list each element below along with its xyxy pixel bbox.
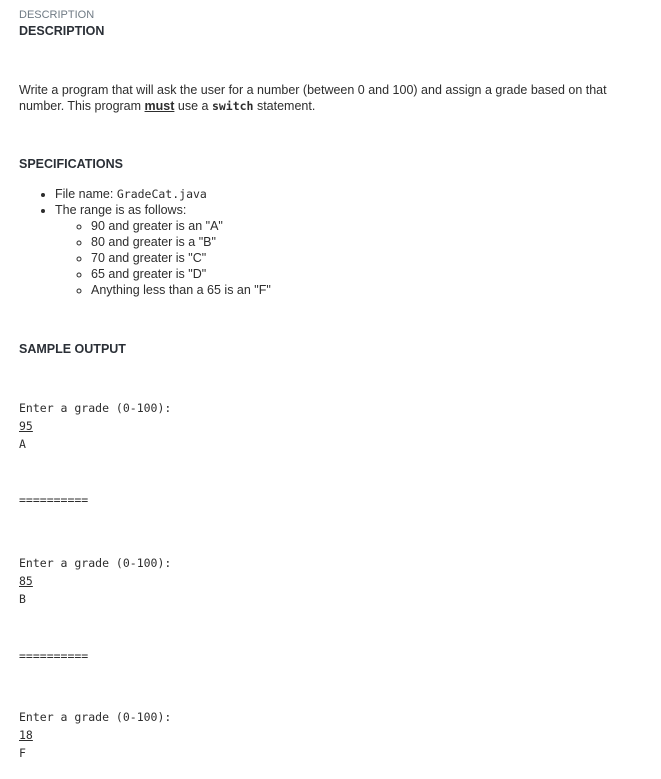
list-item: [55, 202, 271, 298]
sample-run: [19, 554, 171, 608]
specifications-list: [19, 186, 271, 298]
range-item: ◦ Anything less than a 65 is an "F": [91, 282, 271, 298]
user-input: 18: [19, 728, 33, 742]
user-input: 85: [19, 574, 33, 588]
prompt-line: Enter a grade (0-100):: [19, 710, 172, 724]
breadcrumb[interactable]: DESCRIPTION: [19, 9, 95, 21]
description-text: statement.: [253, 99, 316, 113]
list-item: [55, 186, 271, 202]
user-input: 95: [19, 419, 33, 433]
description-emphasis: must: [144, 99, 175, 113]
range-item: ◦ 80 and greater is a "B": [91, 234, 271, 250]
file-name-label: File name:: [55, 187, 117, 201]
range-item: ◦ 90 and greater is an "A": [91, 218, 271, 234]
description-text: Write a program that will ask the user for a number (between 0 and 100) and assign a grade based on that number. This program: [19, 83, 607, 113]
sample-run: [19, 399, 171, 453]
separator: ==========: [19, 649, 89, 663]
range-label: The range is as follows:: [55, 203, 187, 217]
description-code: switch: [211, 99, 254, 113]
file-name: GradeCat.java: [116, 187, 207, 201]
specifications-heading: SPECIFICATIONS: [19, 157, 123, 171]
description-text: use a: [174, 99, 212, 113]
result-line: B: [19, 592, 26, 606]
range-item: ◦ 70 and greater is "C": [91, 250, 271, 266]
range-list: [55, 218, 271, 298]
page-title: DESCRIPTION: [19, 24, 105, 38]
range-item: ◦ 65 and greater is "D": [91, 266, 271, 282]
result-line: F: [19, 746, 26, 760]
prompt-line: Enter a grade (0-100):: [19, 401, 172, 415]
result-line: A: [19, 437, 26, 451]
prompt-line: Enter a grade (0-100):: [19, 556, 172, 570]
sample-run: [19, 708, 171, 762]
separator: ==========: [19, 493, 89, 507]
description-paragraph: [19, 82, 639, 114]
sample-output-heading: SAMPLE OUTPUT: [19, 342, 126, 356]
